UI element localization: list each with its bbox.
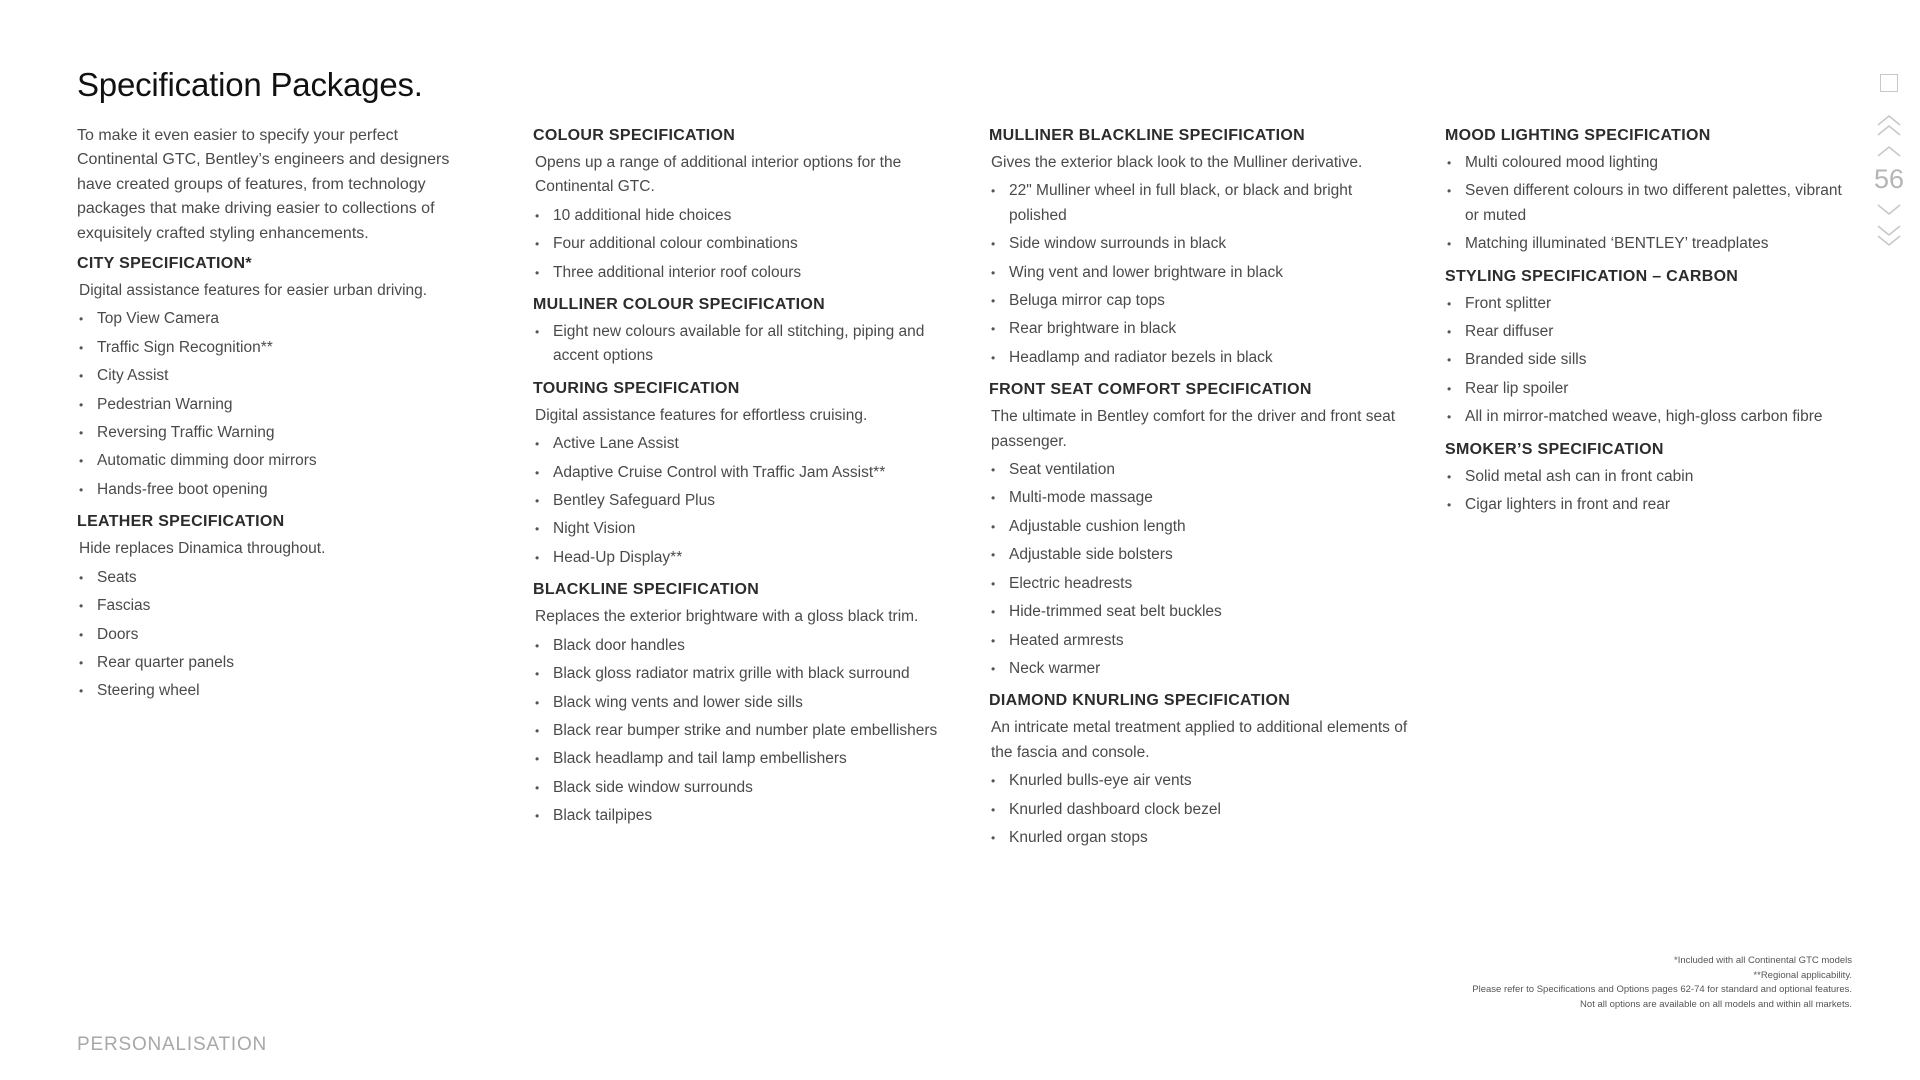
bullet-icon: • (79, 454, 84, 469)
list-item-text: Heated armrests (1009, 631, 1124, 649)
list-item (533, 804, 943, 828)
list-item-text: All in mirror-matched weave, high-gloss carbon fibre (1465, 408, 1823, 426)
bullet-icon: • (991, 237, 996, 252)
list-item-text: Black door handles (553, 636, 685, 654)
page-navigation (1872, 74, 1906, 253)
spec-section-title: FRONT SEAT COMFORT SPECIFICATION (989, 381, 1312, 399)
list-item (533, 517, 943, 541)
list-item (533, 719, 943, 743)
spec-feature-list (533, 432, 943, 570)
footnote: **Regional applicability. (1753, 969, 1852, 981)
bullet-icon: • (535, 494, 540, 509)
list-item-text: Multi coloured mood lighting (1465, 154, 1658, 171)
spec-section (989, 378, 1409, 681)
list-item-text: Electric headrests (1009, 574, 1133, 592)
bullet-icon: • (991, 350, 996, 365)
bullet-icon: • (535, 752, 540, 767)
list-item (989, 458, 1409, 482)
bullet-icon: • (1447, 498, 1452, 513)
spec-section (533, 578, 943, 828)
list-item-text: Headlamp and radiator bezels in black (1009, 348, 1273, 366)
column-1 (77, 124, 477, 712)
list-item (989, 261, 1409, 285)
list-item-text: Fascias (97, 597, 151, 615)
list-item (533, 461, 943, 485)
list-item (1445, 292, 1855, 316)
bullet-icon: • (79, 655, 84, 670)
bullet-icon: • (535, 638, 540, 653)
list-item (533, 747, 943, 771)
list-item-text: Reversing Traffic Warning (97, 424, 275, 442)
list-item (1445, 348, 1855, 372)
footnote: Please refer to Specifications and Options pages 62-74 for standard and optional features. (1472, 984, 1852, 995)
list-item-text: Knurled dashboard clock bezel (1009, 800, 1221, 818)
list-item-text: Rear brightware in black (1009, 320, 1177, 338)
list-item (77, 393, 477, 417)
list-item-text: Hands-free boot opening (97, 480, 268, 498)
bullet-icon: • (79, 684, 84, 699)
list-item (77, 336, 477, 360)
spec-section (1445, 124, 1855, 257)
spec-section-title: MULLINER BLACKLINE SPECIFICATION (989, 127, 1305, 144)
list-item (1445, 179, 1855, 228)
list-item (533, 261, 943, 285)
footnote: *Included with all Continental GTC models (1674, 955, 1852, 966)
bullet-icon: • (991, 774, 996, 789)
list-item-text: Head-Up Display** (553, 548, 683, 566)
bullet-icon: • (79, 312, 84, 327)
spec-section-title: MOOD LIGHTING SPECIFICATION (1445, 127, 1711, 144)
list-item (989, 289, 1409, 313)
list-item-text: Cigar lighters in front and rear (1465, 496, 1671, 514)
spec-section-description: Gives the exterior black look to the Mulliner derivative. (991, 154, 1363, 171)
list-item-text: Black headlamp and tail lamp embellishers (553, 750, 847, 768)
bullet-icon: • (535, 695, 540, 710)
spec-section-title: TOURING SPECIFICATION (533, 379, 740, 397)
spec-section-description: Hide replaces Dinamica throughout. (79, 540, 326, 558)
page-number: 56 (1873, 164, 1905, 194)
footer-section-label: PERSONALISATION (77, 1034, 268, 1055)
list-item (989, 657, 1409, 681)
spec-feature-list (533, 204, 943, 285)
bullet-icon: • (1447, 381, 1452, 396)
list-item (77, 478, 477, 502)
list-item-text: Seven different colours in two different palettes, vibrant or muted (1465, 182, 1842, 224)
list-item-text: Solid metal ash can in front cabin (1465, 467, 1694, 485)
spec-section-title: COLOUR SPECIFICATION (533, 127, 736, 144)
spec-section-title: STYLING SPECIFICATION – CARBON (1445, 267, 1739, 285)
bullet-icon: • (991, 633, 996, 648)
list-item-text: Rear diffuser (1465, 323, 1554, 341)
double-chevron-down-icon[interactable] (1876, 223, 1902, 247)
bullet-icon: • (991, 802, 996, 817)
list-item (989, 232, 1409, 256)
spec-section (77, 510, 477, 703)
list-item-text: Black gloss radiator matrix grille with black surround (553, 665, 910, 683)
spec-feature-list (989, 769, 1409, 850)
list-item (989, 572, 1409, 596)
bullet-icon: • (1447, 296, 1452, 311)
list-item-text: Matching illuminated ‘BENTLEY’ treadplates (1465, 235, 1769, 253)
list-item-text: Hide-trimmed seat belt buckles (1009, 603, 1222, 621)
list-item-text: Neck warmer (1009, 659, 1101, 677)
bullet-icon: • (991, 184, 996, 199)
list-item (77, 364, 477, 388)
list-item (1445, 465, 1855, 489)
list-item-text: Adjustable side bolsters (1009, 546, 1173, 564)
list-item (77, 594, 477, 618)
bullet-icon: • (535, 437, 540, 452)
bullet-icon: • (1447, 410, 1452, 425)
bullet-icon: • (535, 723, 540, 738)
list-item (533, 776, 943, 800)
list-item-text: Rear quarter panels (97, 653, 234, 671)
list-item-text: Branded side sills (1465, 351, 1587, 369)
spec-section-description: Digital assistance features for easier urban driving. (79, 282, 428, 300)
list-item (533, 489, 943, 513)
list-item-text: Eight new colours available for all stitching, piping and accent options (553, 323, 925, 365)
bullet-icon: • (991, 322, 996, 337)
spec-section-description: Replaces the exterior brightware with a gloss black trim. (535, 608, 919, 626)
bullet-icon: • (79, 397, 84, 412)
list-item (533, 432, 943, 456)
list-item (989, 317, 1409, 341)
list-item (989, 179, 1409, 228)
spec-section-title: MULLINER COLOUR SPECIFICATION (533, 296, 825, 314)
bullet-icon: • (991, 265, 996, 280)
spec-section (77, 252, 477, 502)
spec-section (533, 377, 943, 570)
list-item-text: Top View Camera (97, 310, 220, 328)
spec-feature-list (533, 320, 943, 369)
bullet-icon: • (535, 809, 540, 824)
list-item (989, 769, 1409, 793)
list-item (77, 651, 477, 675)
bullet-icon: • (535, 465, 540, 480)
list-item-text: Black wing vents and lower side sills (553, 693, 803, 711)
list-item-text: Traffic Sign Recognition** (97, 338, 273, 356)
list-item (533, 232, 943, 256)
list-item-text: Seats (97, 568, 137, 586)
bullet-icon: • (991, 548, 996, 563)
intro-text: To make it even easier to specify your perfect Continental GTC, Bentley’s engineers and designers have created groups of features, from technology packages that make driving easier to collections of exquisitely crafted styling enhancements. (77, 127, 450, 242)
list-item-text: Four additional colour combinations (553, 235, 798, 253)
bullet-icon: • (1447, 237, 1452, 252)
list-item-text: Automatic dimming door mirrors (97, 452, 317, 470)
list-item-text: Beluga mirror cap tops (1009, 292, 1165, 310)
bullet-icon: • (1447, 325, 1452, 340)
bullet-icon: • (535, 780, 540, 795)
list-item-text: Steering wheel (97, 682, 200, 700)
spec-section-title: DIAMOND KNURLING SPECIFICATION (989, 692, 1291, 710)
bullet-icon: • (79, 340, 84, 355)
spec-feature-list (1445, 292, 1855, 430)
bullet-icon: • (79, 369, 84, 384)
bullet-icon: • (991, 830, 996, 845)
list-item-text: Adaptive Cruise Control with Traffic Jam Assist** (553, 463, 886, 481)
list-item-text: Active Lane Assist (553, 435, 679, 453)
list-item-text: Doors (97, 625, 139, 643)
bullet-icon: • (79, 482, 84, 497)
list-item-text: Multi-mode massage (1009, 489, 1153, 507)
list-item-text: Bentley Safeguard Plus (553, 492, 715, 510)
list-item (77, 307, 477, 331)
list-item (77, 566, 477, 590)
spec-section (1445, 265, 1855, 430)
column-1-sections (77, 252, 477, 704)
chevron-up-icon[interactable] (1876, 144, 1902, 158)
list-item (77, 421, 477, 445)
list-item (1445, 320, 1855, 344)
spec-section-title: BLACKLINE SPECIFICATION (533, 581, 760, 599)
list-item (533, 634, 943, 658)
spec-section-description: Opens up a range of additional interior options for the Continental GTC. (535, 154, 902, 196)
bullet-icon: • (991, 661, 996, 676)
bullet-icon: • (535, 522, 540, 537)
column-4 (1445, 124, 1855, 525)
spec-section (533, 293, 943, 369)
spec-feature-list (989, 179, 1409, 370)
list-item (989, 600, 1409, 624)
bullet-icon: • (1447, 156, 1452, 170)
spec-feature-list (1445, 465, 1855, 518)
bullet-icon: • (991, 491, 996, 506)
bullet-icon: • (991, 605, 996, 620)
list-item-text: Three additional interior roof colours (553, 263, 802, 281)
list-item (989, 629, 1409, 653)
list-item (1445, 377, 1855, 401)
spec-feature-list (1445, 151, 1855, 257)
spec-section (1445, 438, 1855, 518)
bullet-icon: • (79, 570, 84, 585)
bullet-icon: • (535, 265, 540, 280)
list-item-text: Black tailpipes (553, 807, 653, 825)
bullet-icon: • (535, 550, 540, 565)
list-item (533, 204, 943, 228)
list-item (989, 515, 1409, 539)
bullet-icon: • (79, 426, 84, 441)
bullet-icon: • (535, 208, 540, 223)
bullet-icon: • (1447, 184, 1452, 199)
list-item (989, 543, 1409, 567)
spec-feature-list (989, 458, 1409, 681)
list-item (989, 826, 1409, 850)
spec-feature-list (77, 566, 477, 704)
column-3 (989, 124, 1409, 858)
bullet-icon: • (1447, 353, 1452, 368)
double-chevron-up-icon[interactable] (1876, 114, 1902, 138)
list-item-text: Front splitter (1465, 294, 1552, 312)
chevron-down-icon[interactable] (1876, 203, 1902, 217)
spec-section-description: Digital assistance features for effortless cruising. (535, 406, 868, 424)
list-item (989, 486, 1409, 510)
list-item (989, 346, 1409, 370)
list-item-text: Black rear bumper strike and number plate embellishers (553, 721, 938, 739)
list-item (1445, 232, 1855, 256)
list-item-text: Seat ventilation (1009, 461, 1115, 479)
list-item (77, 679, 477, 703)
spec-feature-list (533, 634, 943, 829)
list-item-text: Side window surrounds in black (1009, 235, 1227, 253)
spec-section (989, 689, 1409, 850)
list-item-text: Night Vision (553, 520, 636, 538)
bullet-icon: • (535, 237, 540, 252)
footnote: Not all options are available on all models and within all markets. (1580, 998, 1852, 1010)
spec-section-title: LEATHER SPECIFICATION (77, 513, 285, 531)
spec-section-title: SMOKER’S SPECIFICATION (1445, 440, 1664, 458)
spec-section (533, 124, 943, 285)
spec-section-description: An intricate metal treatment applied to additional elements of the fascia and console. (991, 719, 1408, 761)
list-item-text: Pedestrian Warning (97, 395, 233, 413)
bullet-icon: • (991, 519, 996, 534)
list-item (1445, 405, 1855, 429)
list-item-text: 22" Mulliner wheel in full black, or black and bright polished (1009, 182, 1353, 224)
bullet-icon: • (79, 627, 84, 642)
list-item (989, 798, 1409, 822)
list-item (77, 449, 477, 473)
list-item (1445, 493, 1855, 517)
list-item-text: Wing vent and lower brightware in black (1009, 263, 1283, 281)
page-title: Specification Packages. (77, 66, 423, 103)
list-item-text: Black side window surrounds (553, 778, 753, 796)
spec-section-description: The ultimate in Bentley comfort for the driver and front seat passenger. (991, 408, 1396, 450)
bullet-icon: • (991, 294, 996, 309)
list-item-text: Rear lip spoiler (1465, 379, 1569, 397)
bullet-icon: • (535, 325, 540, 340)
list-item-text: Knurled bulls-eye air vents (1009, 772, 1192, 790)
list-item (533, 546, 943, 570)
bullet-icon: • (991, 463, 996, 478)
square-icon[interactable] (1880, 74, 1898, 92)
bullet-icon: • (79, 599, 84, 614)
spec-section-title: CITY SPECIFICATION* (77, 255, 252, 273)
column-2 (533, 124, 943, 837)
spec-section (989, 124, 1409, 370)
list-item-text: Knurled organ stops (1009, 828, 1148, 846)
list-item (533, 691, 943, 715)
list-item (1445, 151, 1855, 175)
list-item-text: Adjustable cushion length (1009, 517, 1186, 535)
footnotes (1472, 954, 1852, 1012)
spec-feature-list (77, 307, 477, 502)
bullet-icon: • (1447, 469, 1452, 484)
list-item (533, 662, 943, 686)
list-item-text: City Assist (97, 367, 169, 385)
list-item (533, 320, 943, 369)
bullet-icon: • (535, 667, 540, 682)
list-item (77, 623, 477, 647)
bullet-icon: • (991, 576, 996, 591)
list-item-text: 10 additional hide choices (553, 206, 732, 224)
